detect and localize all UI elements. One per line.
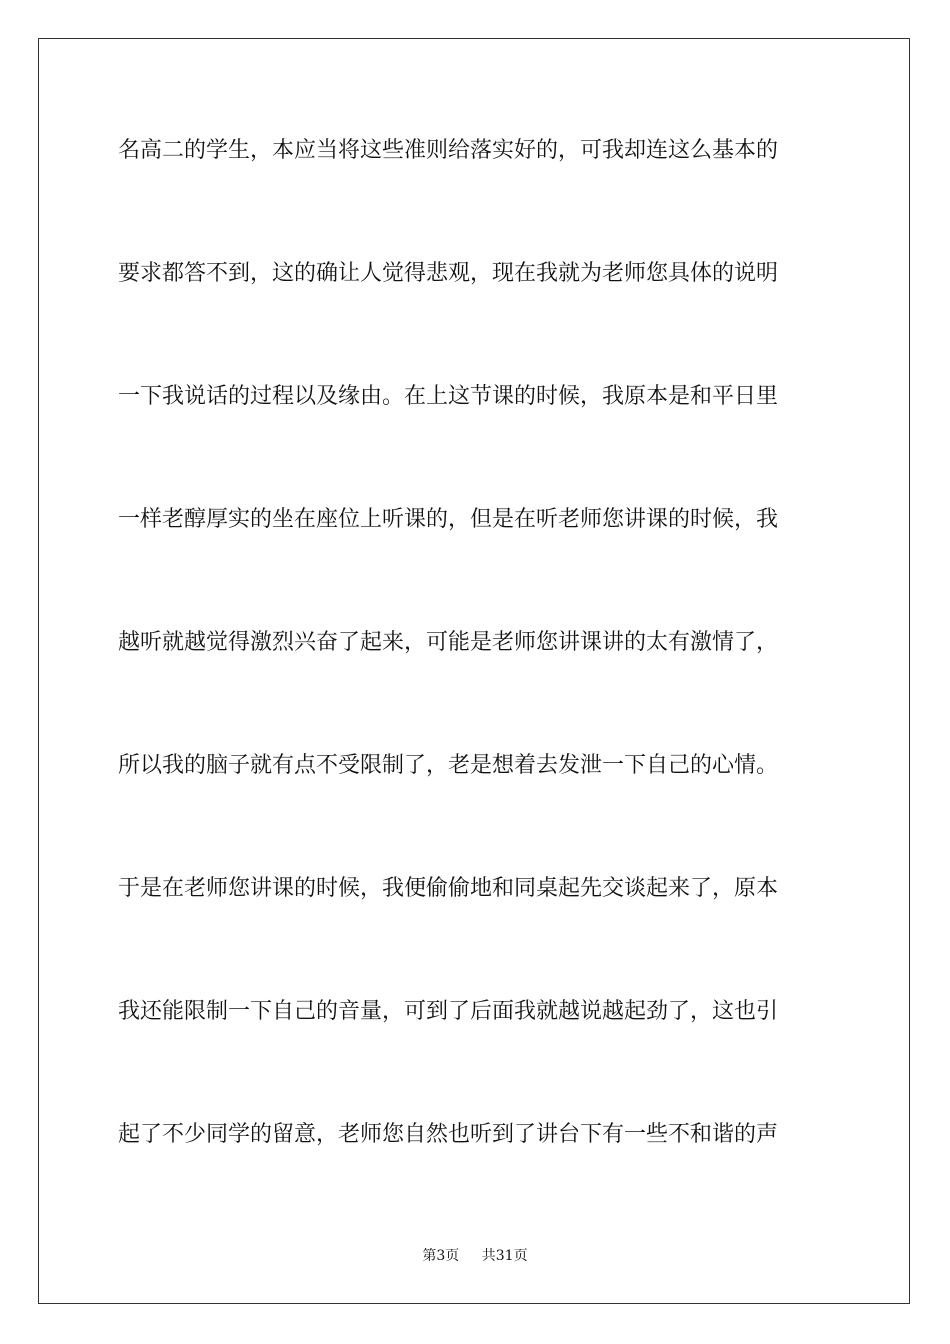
text-line-1: 名高二的学生，本应当将这些准则给落实好的，可我却连这么基本的 <box>118 138 779 163</box>
text-line-7: 于是在老师您讲课的时候，我便偷偷地和同桌起先交谈起来了，原本 <box>118 876 779 901</box>
text-line-3: 一下我说话的过程以及缘由。在上这节课的时候，我原本是和平日里 <box>118 384 779 409</box>
page-number: 第3页 <box>422 1248 460 1264</box>
page-border <box>38 38 910 1304</box>
page-total: 共31页 <box>481 1248 528 1264</box>
text-line-4: 一样老醇厚实的坐在座位上听课的，但是在听老师您讲课的时候，我 <box>118 507 779 532</box>
text-line-2: 要求都答不到，这的确让人觉得悲观，现在我就为老师您具体的说明 <box>118 261 779 286</box>
text-line-5: 越听就越觉得激烈兴奋了起来，可能是老师您讲课讲的太有激情了， <box>118 630 779 655</box>
text-line-6: 所以我的脑子就有点不受限制了，老是想着去发泄一下自己的心情。 <box>118 753 779 778</box>
text-line-8: 我还能限制一下自己的音量，可到了后面我就越说越起劲了，这也引 <box>118 999 779 1024</box>
page-footer <box>0 1246 950 1266</box>
text-line-9: 起了不少同学的留意，老师您自然也听到了讲台下有一些不和谐的声 <box>118 1122 779 1147</box>
